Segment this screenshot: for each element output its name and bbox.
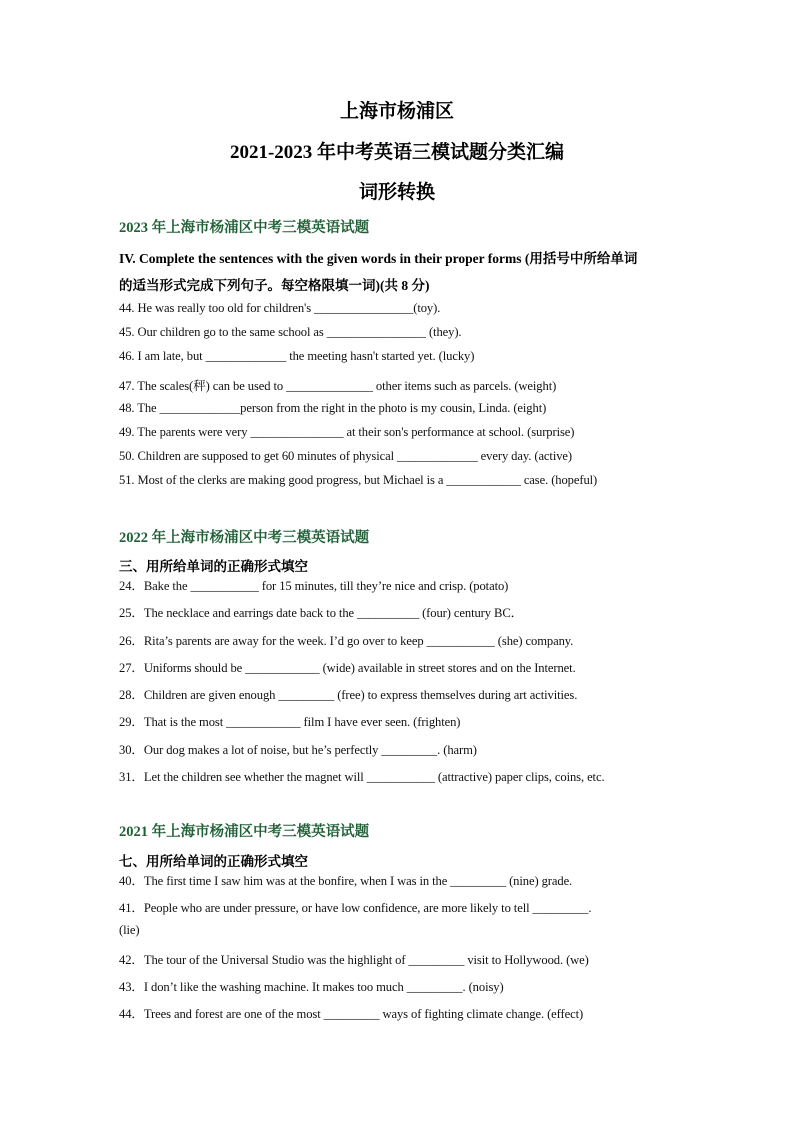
exercise-item: 48. The _____________person from the right in the photo is my cousin, Linda. (eight) xyxy=(119,401,547,415)
exercise-item: 47. The scales(秤) can be used to ______________ other items such as parcels. (weight) xyxy=(119,379,557,393)
section-heading-2021: 2021 年上海市杨浦区中考三模英语试题 xyxy=(119,824,370,840)
exercise-item: 26．Rita’s parents are away for the week. I’d go over to keep ___________ (she) company. xyxy=(119,634,574,648)
exercise-item: 45. Our children go to the same school as ________________ (they). xyxy=(119,325,462,339)
exercise-item: 49. The parents were very _______________ at their son's performance at school. (surprise) xyxy=(119,425,575,439)
exercise-item: 25．The necklace and earrings date back to the __________ (four) century BC． xyxy=(119,606,524,620)
exercise-item: 42．The tour of the Universal Studio was the highlight of _________ visit to Hollywood. (we) xyxy=(119,953,589,967)
exercise-item: 27．Uniforms should be ____________ (wide) available in street stores and on the Internet. xyxy=(119,661,576,675)
exercise-item: 50. Children are supposed to get 60 minutes of physical _____________ every day. (active) xyxy=(119,449,572,463)
section-instruction-2023-line2: 的适当形式完成下列句子。每空格限填一词)(共 8 分) xyxy=(119,278,430,293)
exercise-item: 31．Let the children see whether the magnet will ___________ (attractive) paper clips, coins, etc. xyxy=(119,770,605,784)
district-title: 上海市杨浦区 xyxy=(339,101,454,122)
exercise-item: 41．People who are under pressure, or have low confidence, are more likely to tell _________. xyxy=(119,901,592,915)
exercise-item: 30．Our dog makes a lot of noise, but he’s perfectly _________. (harm) xyxy=(119,743,477,757)
exercise-item: 40．The first time I saw him was at the bonfire, when I was in the _________ (nine) grade. xyxy=(119,874,573,888)
section-instruction-2023-line1: IV. Complete the sentences with the given words in their proper forms (用括号中所给单词 xyxy=(119,251,638,266)
section-instruction-2022: 三、用所给单词的正确形式填空 xyxy=(119,559,308,574)
exercise-item: 44．Trees and forest are one of the most _________ ways of fighting climate change. (effect) xyxy=(119,1007,584,1021)
topic-title: 词形转换 xyxy=(358,182,435,203)
exercise-item: 29．That is the most ____________ film I have ever seen. (frighten) xyxy=(119,715,461,729)
exercise-item: 51. Most of the clerks are making good progress, but Michael is a ____________ case. (hopeful) xyxy=(119,473,598,487)
exercise-item: 46. I am late, but _____________ the meeting hasn't started yet. (lucky) xyxy=(119,349,475,363)
exercise-item: 24．Bake the ___________ for 15 minutes, till they’re nice and crisp. (potato) xyxy=(119,579,509,593)
exercise-item: 28．Children are given enough _________ (free) to express themselves during art activities. xyxy=(119,688,578,702)
collection-title: 2021-2023 年中考英语三模试题分类汇编 xyxy=(229,142,565,163)
exercise-item-continuation: (lie) xyxy=(119,923,140,937)
section-instruction-2021: 七、用所给单词的正确形式填空 xyxy=(119,854,308,869)
section-heading-2023: 2023 年上海市杨浦区中考三模英语试题 xyxy=(119,220,370,236)
exercise-item: 44. He was really too old for children's ________________(toy). xyxy=(119,301,441,315)
exercise-item: 43．I don’t like the washing machine. It makes too much _________. (noisy) xyxy=(119,980,504,994)
section-heading-2022: 2022 年上海市杨浦区中考三模英语试题 xyxy=(119,530,370,546)
